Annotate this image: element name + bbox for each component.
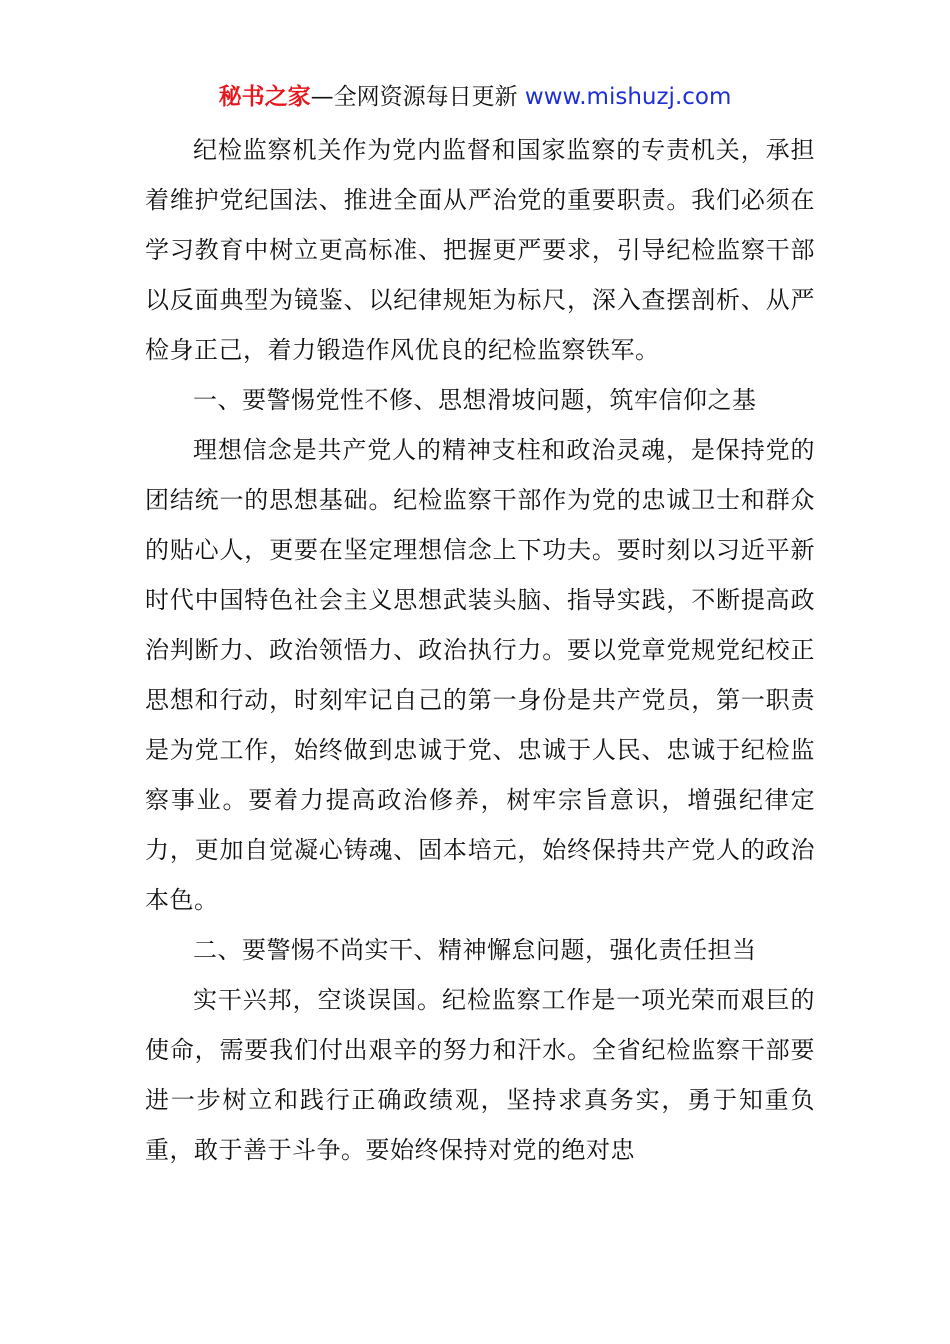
paragraph-intro: 纪检监察机关作为党内监督和国家监察的专责机关，承担着维护党纪国法、推进全面从严治党的重要职责。我们必须在学习教育中树立更高标准、把握更严要求，引导纪检监察干部以反面典型为镜鉴、以纪律规矩为标尺，深入查摆剖析、从严检身正己，着力锻造作风优良的纪检监察铁军。 bbox=[145, 136, 815, 364]
site-url-link[interactable]: www.mishuzj.com bbox=[524, 84, 732, 110]
site-header bbox=[0, 80, 950, 114]
document-body bbox=[145, 125, 815, 1175]
site-brand: 秘书之家 bbox=[218, 84, 311, 110]
paragraph-section-1: 理想信念是共产党人的精神支柱和政治灵魂，是保持党的团结统一的思想基础。纪检监察干部作为党的忠诚卫士和群众的贴心人，更要在坚定理想信念上下功夫。要时刻以习近平新时代中国特色社会主义思想武装头脑、指导实践，不断提高政治判断力、政治领悟力、政治执行力。要以党章党规党纪校正思想和行动，时刻牢记自己的第一身份是共产党员，第一职责是为党工作，始终做到忠诚于党、忠诚于人民、忠诚于纪检监察事业。要着力提高政治修养，树牢宗旨意识，增强纪律定力，更加自觉凝心铸魂、固本培元，始终保持共产党人的政治本色。 bbox=[145, 436, 815, 914]
section-heading-2: 二、要警惕不尚实干、精神懈怠问题，强化责任担当 bbox=[193, 936, 757, 964]
paragraph-section-2: 实干兴邦，空谈误国。纪检监察工作是一项光荣而艰巨的使命，需要我们付出艰辛的努力和汗水。全省纪检监察干部要进一步树立和践行正确政绩观，坚持求真务实，勇于知重负重，敢于善于斗争。要始终保持对党的绝对忠 bbox=[145, 986, 815, 1164]
section-heading-1: 一、要警惕党性不修、思想滑坡问题，筑牢信仰之基 bbox=[193, 386, 757, 414]
site-tagline: —全网资源每日更新 bbox=[310, 84, 525, 110]
